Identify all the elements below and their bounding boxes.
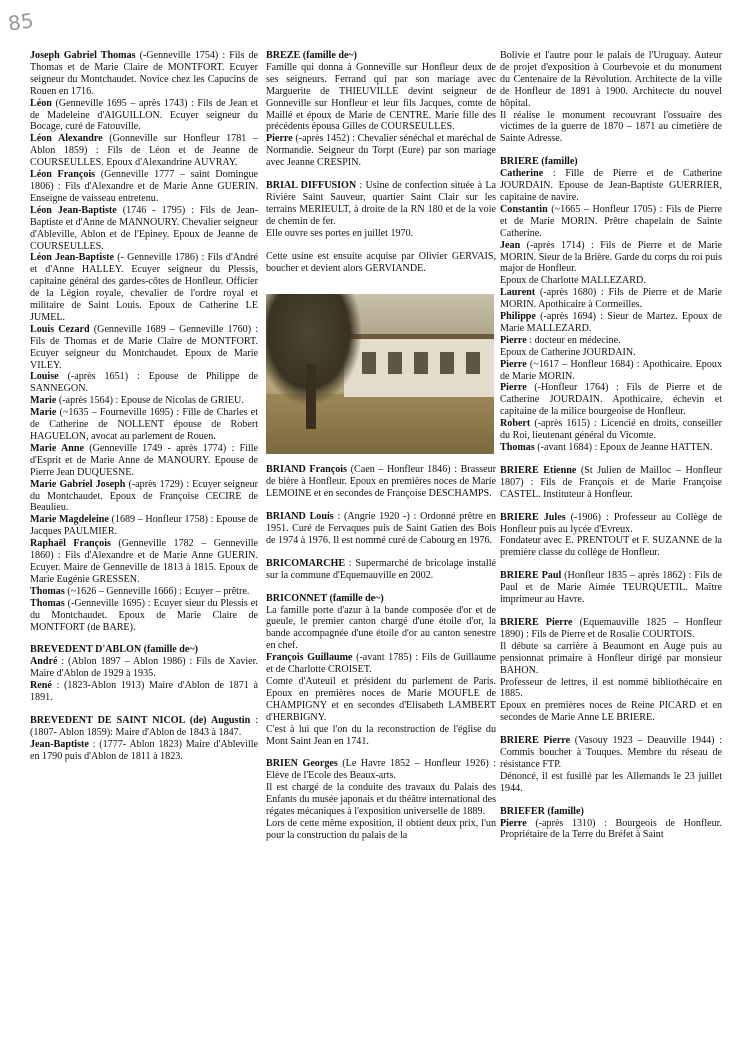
entry	[30, 407, 258, 443]
entry	[30, 479, 258, 515]
entry-text: : docteur en médecine.	[526, 334, 621, 346]
entry-heading: Thomas	[500, 442, 535, 453]
entry-heading: Jean-Baptiste	[30, 738, 89, 750]
entry	[266, 251, 496, 275]
entry-heading: Thomas	[30, 597, 65, 609]
entry	[500, 275, 722, 287]
entry	[500, 382, 722, 418]
entry-text: Dénoncé, il est fusillé par les Allemands le 23 juillet 1944.	[500, 770, 722, 794]
entry-heading: Robert	[500, 418, 531, 430]
entry-heading: Pierre	[500, 358, 527, 370]
entry	[500, 512, 722, 536]
entry-text: (-après 1310) : Bourgeois de Honfleur. Propriétaire de la Terre du Bréfet à Saint	[500, 817, 722, 841]
entry	[500, 110, 722, 146]
entry	[266, 228, 496, 240]
entry-text: (~1635 – Fourneville 1695) : Fille de Charles et de Catherine de NOLLENT épouse de Robert HAGUELON, avocat au parlement de Rouen.	[30, 407, 258, 442]
entry	[500, 818, 722, 842]
entry	[30, 98, 258, 134]
entry	[266, 464, 496, 500]
entry	[266, 133, 496, 169]
entry-heading: Léon François	[30, 169, 96, 181]
entry-heading: Pierre	[500, 817, 527, 829]
entry-text: C'est à lui que l'on du la reconstruction de l'église du Mont Saint Jean en 1741.	[266, 723, 496, 747]
entry-text: : (Ablon 1897 – Ablon 1986) : Fils de Xavier. Maire d'Ablon de 1929 à 1935.	[30, 656, 258, 680]
entry	[500, 735, 722, 771]
column-3	[500, 50, 722, 841]
entry-text: La famille porte d'azur à la bande composée d'or et de gueule, le premier canton chargé d'une étoile d'or, la bande accompagnée d'une étoile d'or au canton senestre en chef.	[266, 604, 496, 652]
entry-text: (Genneville 1777 – saint Domingue 1806) : Fils d'Alexandre et de Marie Anne GUERIN. Enseigne de vaisseau entretenu.	[30, 169, 258, 204]
entry	[266, 818, 496, 842]
entry	[30, 514, 258, 538]
entry	[266, 62, 496, 133]
factory-photo	[266, 294, 494, 454]
entry-heading: BRIAND François	[266, 464, 348, 476]
entry-heading: Louise	[30, 371, 59, 383]
entry-text: (-après 1694) : Sieur de Martez. Epoux de Marie MALLEZARD.	[500, 311, 722, 334]
entry-text: (-après 1714) : Fils de Pierre et de Marie MORIN. Sieur de la Brière. Garde du corps du roi puis major de Honfleur.	[500, 239, 723, 275]
entry-heading: BRIEFER (famille)	[500, 805, 584, 817]
entry-text: (- Genneville 1786) : Fils d'André et d'Anne HALLEY. Ecuyer seigneur du Plessis, capitaine général des gardes-côtes de Honfleur. Officier de la Légion royale, chevalier de l'ordre royal et militaire de Saint Louis. Epoux de Catherine LE JUMEL.	[30, 252, 258, 323]
entry	[500, 806, 722, 818]
entry-text: (-Genneville 1754) : Fils de Thomas et de Marie Claire de MONTFORT. Ecuyer seigneur du Montchaudet. Novice chez les Capucins de Rouen en 1716.	[30, 50, 258, 97]
entry-text: (-après 1729) : Ecuyer seigneur du Montchaudet. Epoux de Françoise CECIRE de Beaulieu.	[30, 478, 259, 514]
entry	[500, 677, 722, 701]
entry	[500, 335, 722, 347]
entry-text: : Usine de confection située à La Rivière Saint Sauveur, quartier Saint Clair sur les terrains MERIEULT, à droite de la RN 180 et de la voie de chemin de fer.	[266, 180, 497, 227]
entry-text: (-après 1615) : Licencié en droits, conseiller du Roi, lieutenant général du Vicomte.	[500, 418, 722, 442]
entry-text: (Equemauville 1825 – Honfleur 1890) : Fils de Pierre et de Rosalie COURTOIS.	[500, 616, 722, 640]
entry	[30, 598, 258, 634]
entry	[30, 538, 258, 586]
entry	[30, 169, 258, 205]
entry-text: (Genneville 1749 - après 1774) : Fille d'Esprit et de Marie Anne de MANOURY. Epouse de Pierre Jean DUQUESNE.	[30, 442, 258, 478]
entry-text: Il est chargé de la conduite des travaux du Palais des Enfants du musée japonais et du théâtre international des régates mécaniques à l'exposition universelle de 1889.	[266, 782, 496, 818]
entry	[30, 205, 258, 253]
entry-heading: Pierre	[266, 133, 293, 145]
entry	[30, 680, 258, 704]
entry-text: (Genneville 1689 – Genneville 1760) : Fils de Thomas et de Marie Claire de MONTFORT. Ecuyer seigneur du Montchaudet. Epoux de Marie VILEY.	[30, 323, 258, 371]
entry	[30, 715, 258, 739]
entry	[30, 50, 258, 98]
entry-heading: Joseph Gabriel Thomas	[30, 50, 136, 61]
entry-heading: Léon Jean-Baptiste	[30, 252, 114, 264]
entry-heading: Thomas	[30, 585, 65, 597]
entry-text: Lors de cette même exposition, il obtient deux prix, l'un pour la construction du palais de la	[266, 817, 496, 841]
entry-text: (Caen – Honfleur 1846) : Brasseur de bière à Honfleur. Epoux en premières noces de Marie LEMOINE et en secondes de Françoise DESCHAMPS.	[266, 464, 496, 500]
entry	[500, 771, 722, 795]
entry-heading: Léon Jean-Baptiste	[30, 204, 117, 216]
entry	[266, 511, 496, 547]
entry-text: (Genneville 1695 – après 1743) : Fils de Jean et de Madeleine d'AIGUILLON. Ecuyer seigneur du Bocage, curé de Fatouville.	[30, 97, 258, 133]
entry-text: : (Angrie 1920 -) : Ordonné prêtre en 1951. Curé de Fervaques puis de Saint Gatien des Bois de 1974 à 1976. Il est nommé curé de Cabourg en 1976.	[266, 511, 496, 546]
column-1	[30, 50, 258, 763]
entry-heading: BRIERE Paul	[500, 570, 562, 582]
entry	[500, 168, 722, 204]
entry	[30, 443, 258, 479]
entry-heading: BRIAND Louis	[266, 511, 334, 523]
entry	[500, 359, 722, 383]
entry-text: (-Honfleur 1764) : Fils de Pierre et de Catherine JOURDAIN. Apothicaire, échevin et capitaine de la milice bourgeoise de Honfleur.	[500, 382, 722, 418]
entry	[500, 418, 722, 442]
entry	[266, 50, 496, 62]
entry-heading: Raphaël François	[30, 538, 111, 550]
entry-text: Professeur de lettres, il est nommé bibliothécaire en 1885.	[500, 676, 722, 700]
entry	[30, 395, 258, 407]
column-2	[266, 50, 496, 842]
entry-heading: Catherine	[500, 168, 544, 180]
entry-heading: BRIERE (famille)	[500, 156, 578, 168]
entry-text: (Honfleur 1835 – après 1862) : Fils de Paul et de Marie Aimée TEURQUETIL. Maître imprimeur au Havre.	[500, 570, 722, 606]
entry-heading: BRIERE Etienne	[500, 464, 577, 476]
entry-text: Famille qui donna à Gonneville sur Honfleur deux de ses seigneurs. Ferrand qui par son mariage avec Marguerite de THIEUVILLE devint seigneur de Gonneville sur Honfleur et leur fils Jacques, comte de Maillé et époux de Marie de CENTRE. Marie fille des précédents épousa Gilles de COURSEULLES.	[266, 61, 496, 133]
entry-heading: Léon	[30, 97, 52, 109]
entry	[266, 558, 496, 582]
entry	[500, 156, 722, 168]
entry	[500, 535, 722, 559]
entry	[500, 570, 722, 606]
entry	[500, 465, 722, 501]
entry	[30, 324, 258, 372]
entry-text: (~1617 – Honfleur 1684) : Apothicaire. Epoux de Marie MORIN.	[500, 358, 722, 382]
entry-heading: Marie	[30, 395, 57, 407]
entry	[266, 724, 496, 748]
entry	[30, 656, 258, 680]
entry	[500, 442, 722, 454]
entry-text: : Supermarché de bricolage installé sur la commune d'Equemauville en 2002.	[266, 557, 496, 581]
entry-heading: BRIAL DIFFUSION	[266, 180, 357, 192]
entry-text: (Le Havre 1852 – Honfleur 1926) : Elève de l'Ecole des Beaux-arts.	[266, 758, 496, 782]
entry-heading: BRIEN Georges	[266, 758, 338, 770]
entry-heading: Jean	[500, 239, 521, 251]
entry	[266, 593, 496, 605]
entry-text: (St Julien de Mailloc – Honfleur 1807) : Fils de François et de Marie Françoise CASTEL. Instituteur à Honfleur.	[500, 464, 722, 500]
entry-text: : (1777- Ablon 1823) Maire d'Ableville en 1790 puis d'Ablon de 1811 à 1823.	[30, 738, 258, 762]
entry-text: (-Genneville 1695) : Ecuyer sieur du Plessis et du Montchaudet. Epoux de Marie Claire de MONTFORT (de BARE).	[30, 597, 258, 633]
entry-heading: Marie Magdeleine	[30, 514, 109, 526]
entry-text: Bolivie et l'autre pour le palais de l'Uruguay. Auteur de projet d'exposition à Courbevoie et du monument du Centenaire de la Révolution. Architecte de la ville de Honfleur de 1891 à 1900. Architecte du nouvel hôpital.	[500, 50, 722, 109]
entry	[30, 252, 258, 323]
entry	[266, 652, 496, 676]
entry-heading: Marie Anne	[30, 442, 85, 454]
entry-text: Comte d'Auteuil et président du parlement de Paris. Epoux en premières noces de Marie MOUFLE de CHAMPIGNY et en secondes d'Elisabeth LAMBERT d'HERBIGNY.	[266, 676, 496, 723]
entry-text: (1746 - 1795) : Fils de Jean-Baptiste et d'Anne de MANNOURY. Chevalier seigneur d'Ableville, Ablon et de l'Epiney. Epoux de Jeanne de COURSEULLES.	[30, 204, 258, 252]
entry	[266, 758, 496, 782]
entry-text: : (1807- Ablon 1859): Maire d'Ablon de 1843 à 1847.	[30, 714, 259, 738]
entry	[500, 347, 722, 359]
entry	[500, 311, 722, 335]
entry-text: Cette usine est ensuite acquise par Olivier GERVAIS, boucher et devient alors GERVIANDE.	[266, 250, 496, 274]
entry-text: : (1823-Ablon 1913) Maire d'Ablon de 1871 à 1891.	[30, 680, 258, 704]
entry-text: Fondateur avec E. PRENTOUT et F. SUZANNE de la première classe du collège de Honfleur.	[500, 535, 722, 559]
entry-text: (Vasouy 1923 – Deauville 1944) : Commis boucher à Touques. Membre du réseau de résistance FTP.	[500, 735, 723, 770]
page-number: 85	[6, 8, 35, 36]
entry-heading: BRICOMARCHE	[266, 557, 346, 569]
entry	[500, 240, 722, 276]
entry-text: Elle ouvre ses portes en juillet 1970.	[266, 227, 414, 239]
entry-heading: Louis Cezard	[30, 323, 90, 335]
entry-text: (-avant 1684) : Epoux de Jeanne HATTEN.	[534, 442, 713, 453]
entry-text: Epoux de Charlotte MALLEZARD.	[500, 275, 646, 287]
entry-text: (1689 – Honfleur 1758) : Epouse de Jacques PAULMIER.	[30, 514, 259, 538]
entry-text: (-avant 1785) : Fils de Guillaume et de Charlotte CROISET.	[266, 652, 496, 676]
entry-heading: André	[30, 656, 58, 668]
entry-heading: Marie Gabriel Joseph	[30, 478, 126, 490]
entry-text: (-après 1452) : Chevalier sénéchal et maréchal de Normandie. Seigneur du Torpt (Eure) par son mariage avec Jeanne CRESPIN.	[266, 133, 496, 169]
entry	[266, 676, 496, 724]
entry-heading: BRICONNET (famille de~)	[266, 592, 384, 604]
entry-heading: Constantin	[500, 203, 548, 215]
entry-text: (Genneville 1782 – Genneville 1860) : Fils d'Alexandre et de Marie Anne GUERIN. Ecuyer. Maire de Genneville de 1813 à 1815. Epoux de Marie Eugénie GRESSEN.	[30, 538, 258, 585]
entry-text: (-après 1564) : Epouse de Nicolas de GRIEU.	[56, 395, 244, 407]
entry-text: (-après 1680) : Fils de Pierre et de Marie MORIN. Apothicaire à Cormeilles.	[500, 287, 722, 311]
entry	[30, 644, 258, 656]
entry-heading: Léon Alexandre	[30, 133, 103, 145]
entry	[500, 641, 722, 677]
entry-heading: BRIERE Pierre	[500, 735, 571, 747]
entry-heading: BRIERE Jules	[500, 511, 566, 523]
entry-text: (Gonneville sur Honfleur 1781 – Ablon 1859) : Fils de Léon et de Jeanne de COURSEULLES. Epoux d'Alexandrine AUVRAY.	[30, 133, 258, 169]
entry-text: Il débute sa carrière à Beaumont en Auge puis au pensionnat primaire à Honfleur dirigé par monsieur BAHON.	[500, 640, 722, 676]
entry	[30, 586, 258, 598]
entry-text: (~1665 – Honfleur 1705) : Fils de Pierre et de Marie MORIN. Prêtre chapelain de Sainte Catherine.	[500, 203, 722, 239]
entry-text: (-après 1651) : Epouse de Philippe de SANNEGON.	[30, 371, 258, 395]
entry-heading: BREVEDENT D'ABLON (famille de~)	[30, 644, 198, 656]
entry	[266, 782, 496, 818]
entry	[30, 371, 258, 395]
entry	[500, 617, 722, 641]
entry-text: (~1626 – Genneville 1666) : Ecuyer – prêtre.	[64, 585, 250, 597]
entry-text: (-1906) : Professeur au Collège de Honfleur puis au lycée d'Evreux.	[500, 511, 722, 535]
entry-heading: Pierre	[500, 382, 527, 394]
entry-heading: BREZE (famille de~)	[266, 50, 358, 61]
entry	[500, 50, 722, 110]
entry-heading: BREVEDENT DE SAINT NICOL (de) Augustin	[30, 714, 251, 726]
entry	[500, 287, 722, 311]
entry-text: Il réalise le monument recouvrant l'ossuaire des victimes de la guerre de 1870 – 1871 au cimetière de Sainte Adresse.	[500, 109, 722, 145]
entry	[30, 739, 258, 763]
entry-heading: Laurent	[500, 287, 536, 299]
entry	[30, 133, 258, 169]
entry-heading: Philippe	[500, 311, 536, 323]
entry-text: Epoux de Catherine JOURDAIN.	[500, 346, 636, 358]
entry-heading: François Guillaume	[266, 652, 353, 664]
entry-heading: Marie	[30, 407, 57, 419]
entry	[500, 204, 722, 240]
entry-text: : Fille de Pierre et de Catherine JOURDAIN. Epouse de Jean-Baptiste GUERRIER, capitaine de navire.	[500, 168, 722, 203]
entry	[266, 180, 496, 228]
entry-text: Epoux en premières noces de Reine PICARD et en secondes de Marie Anne LE BRIERE.	[500, 700, 722, 724]
entry	[500, 700, 722, 724]
entry-heading: Pierre	[500, 334, 527, 346]
entry-heading: René	[30, 680, 52, 692]
entry-heading: BRIERE Pierre	[500, 616, 573, 628]
entry	[266, 605, 496, 653]
